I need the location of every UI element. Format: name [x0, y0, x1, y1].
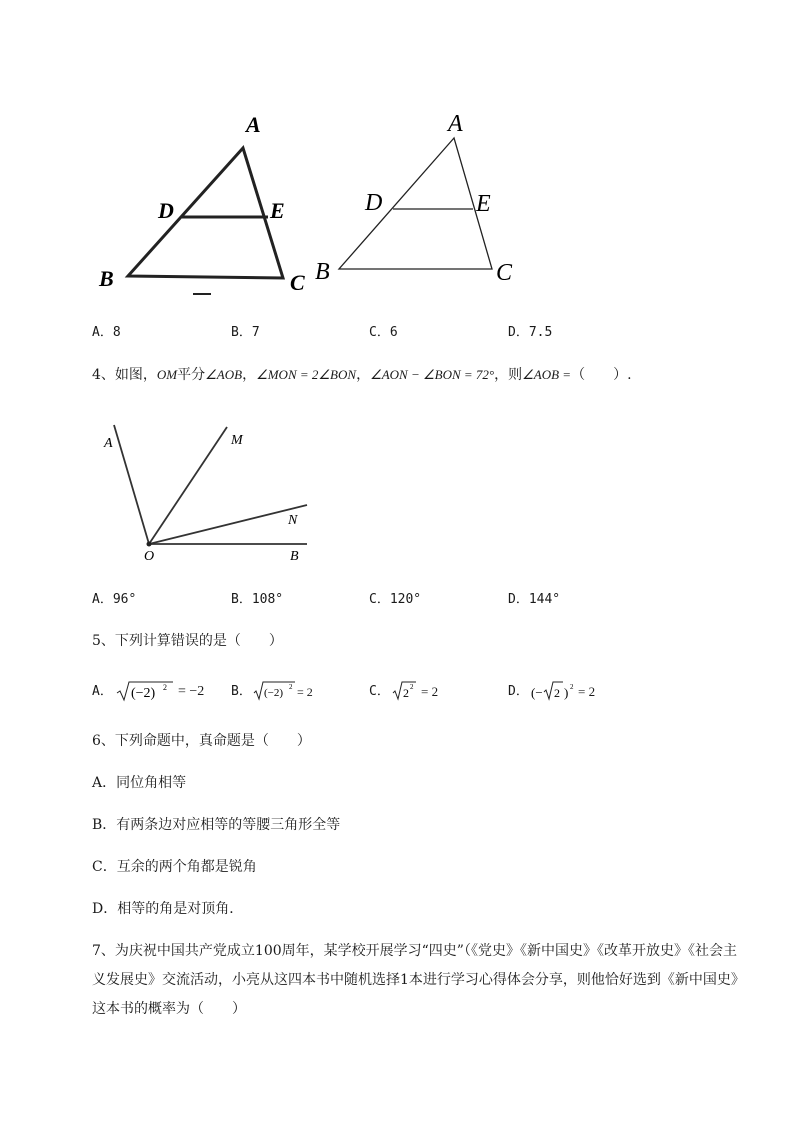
q4-option-b: B．108° [231, 592, 284, 607]
svg-text:2: 2 [570, 683, 574, 691]
q4-t1: 平分 [177, 367, 206, 383]
q3-option-a: A．8 [92, 325, 121, 340]
label-a: A [448, 111, 463, 137]
label-e: E [476, 191, 491, 217]
q4-prefix: 4、如图， [92, 367, 157, 383]
q4-sep2: ， [356, 367, 371, 383]
svg-text:(−2): (−2) [264, 687, 284, 699]
ray-om [149, 427, 227, 544]
q4-option-c: C．120° [369, 592, 422, 607]
triangle-abc-left [128, 148, 283, 278]
svg-text:(−: (− [531, 685, 543, 700]
q4-eq2: ∠AON − ∠BON = 72° [370, 367, 495, 382]
q5-option-b-expr [253, 679, 297, 703]
q4-option-d: D．144° [508, 592, 561, 607]
svg-text:2: 2 [289, 683, 293, 691]
label-m: M [231, 433, 243, 448]
ray-oa [114, 425, 149, 544]
q6-stem: 6、下列命题中，真命题是（ ） [92, 733, 311, 749]
q4-om: OM [156, 367, 178, 382]
svg-text:): ) [564, 685, 569, 700]
q5-option-d-label: D． [508, 684, 529, 699]
svg-text:2: 2 [403, 686, 409, 700]
q5-option-c-expr [392, 679, 418, 703]
label-d: D [365, 190, 383, 216]
q5-option-a-rhs: = −2 [178, 684, 205, 699]
label-b: B [315, 259, 330, 285]
label-d: D [158, 198, 174, 223]
q6-option-c: C．互余的两个角都是锐角 [92, 859, 257, 875]
label-a: A [104, 436, 113, 451]
q3-option-c: C．6 [369, 325, 398, 340]
q7-text: 7、为庆祝中国共产党成立100周年，某学校开展学习“四史”（《党史》《新中国史》《改革开放史》《社会主义发展史》交流活动，小亮从这四本书中随机选择1本进行学习心得体会分享，则他恰好选到《新中国史》这本书的概率为（ ） [92, 943, 738, 1017]
triangle-figure-right [310, 108, 525, 288]
q4-stem [92, 365, 632, 385]
label-a: A [246, 112, 261, 137]
triangle-figure-left [95, 110, 315, 305]
q6-option-a: A．同位角相等 [92, 775, 187, 791]
q3-option-d: D．7.5 [508, 325, 553, 340]
angle-figure [96, 415, 321, 570]
svg-text:(−2): (−2) [131, 686, 156, 701]
q4-eq1: ∠MON = 2∠BON [256, 367, 357, 382]
svg-text:2: 2 [410, 683, 414, 691]
triangle-abc-right [339, 138, 492, 269]
q4-t3: （ ）. [571, 367, 632, 383]
label-e: E [270, 198, 285, 223]
svg-text:2: 2 [554, 686, 560, 700]
q6-option-b: B．有两条边对应相等的等腰三角形全等 [92, 817, 341, 833]
label-c: C [496, 260, 513, 286]
q5-option-a-label: A． [92, 684, 113, 699]
q5-option-c-rhs: = 2 [421, 684, 439, 699]
q4-eq3: ∠AOB = [522, 367, 572, 382]
label-n: N [288, 513, 298, 528]
label-o: O [144, 549, 155, 564]
q4-option-a: A．96° [92, 592, 137, 607]
q5-option-d-rhs: = 2 [578, 684, 596, 699]
ray-on [149, 505, 307, 544]
q5-option-a-expr [115, 678, 175, 704]
label-b: B [290, 549, 299, 564]
q5-option-d-expr [530, 679, 580, 703]
point-o [147, 542, 152, 547]
label-b: B [99, 266, 114, 291]
q5-stem: 5、下列计算错误的是（ ） [92, 633, 283, 649]
q4-sep1: ， [242, 367, 257, 383]
q4-angle-aob: ∠AOB [205, 367, 243, 382]
svg-text:2: 2 [163, 683, 167, 692]
q3-option-b: B．7 [231, 325, 260, 340]
q5-option-b-rhs: = 2 [297, 685, 313, 699]
q4-t2: ，则 [494, 367, 523, 383]
label-c: C [290, 270, 305, 295]
q6-option-d: D．相等的角是对顶角． [92, 901, 244, 917]
q5-option-b-label: B． [231, 684, 252, 699]
q5-option-c-label: C． [369, 684, 390, 699]
